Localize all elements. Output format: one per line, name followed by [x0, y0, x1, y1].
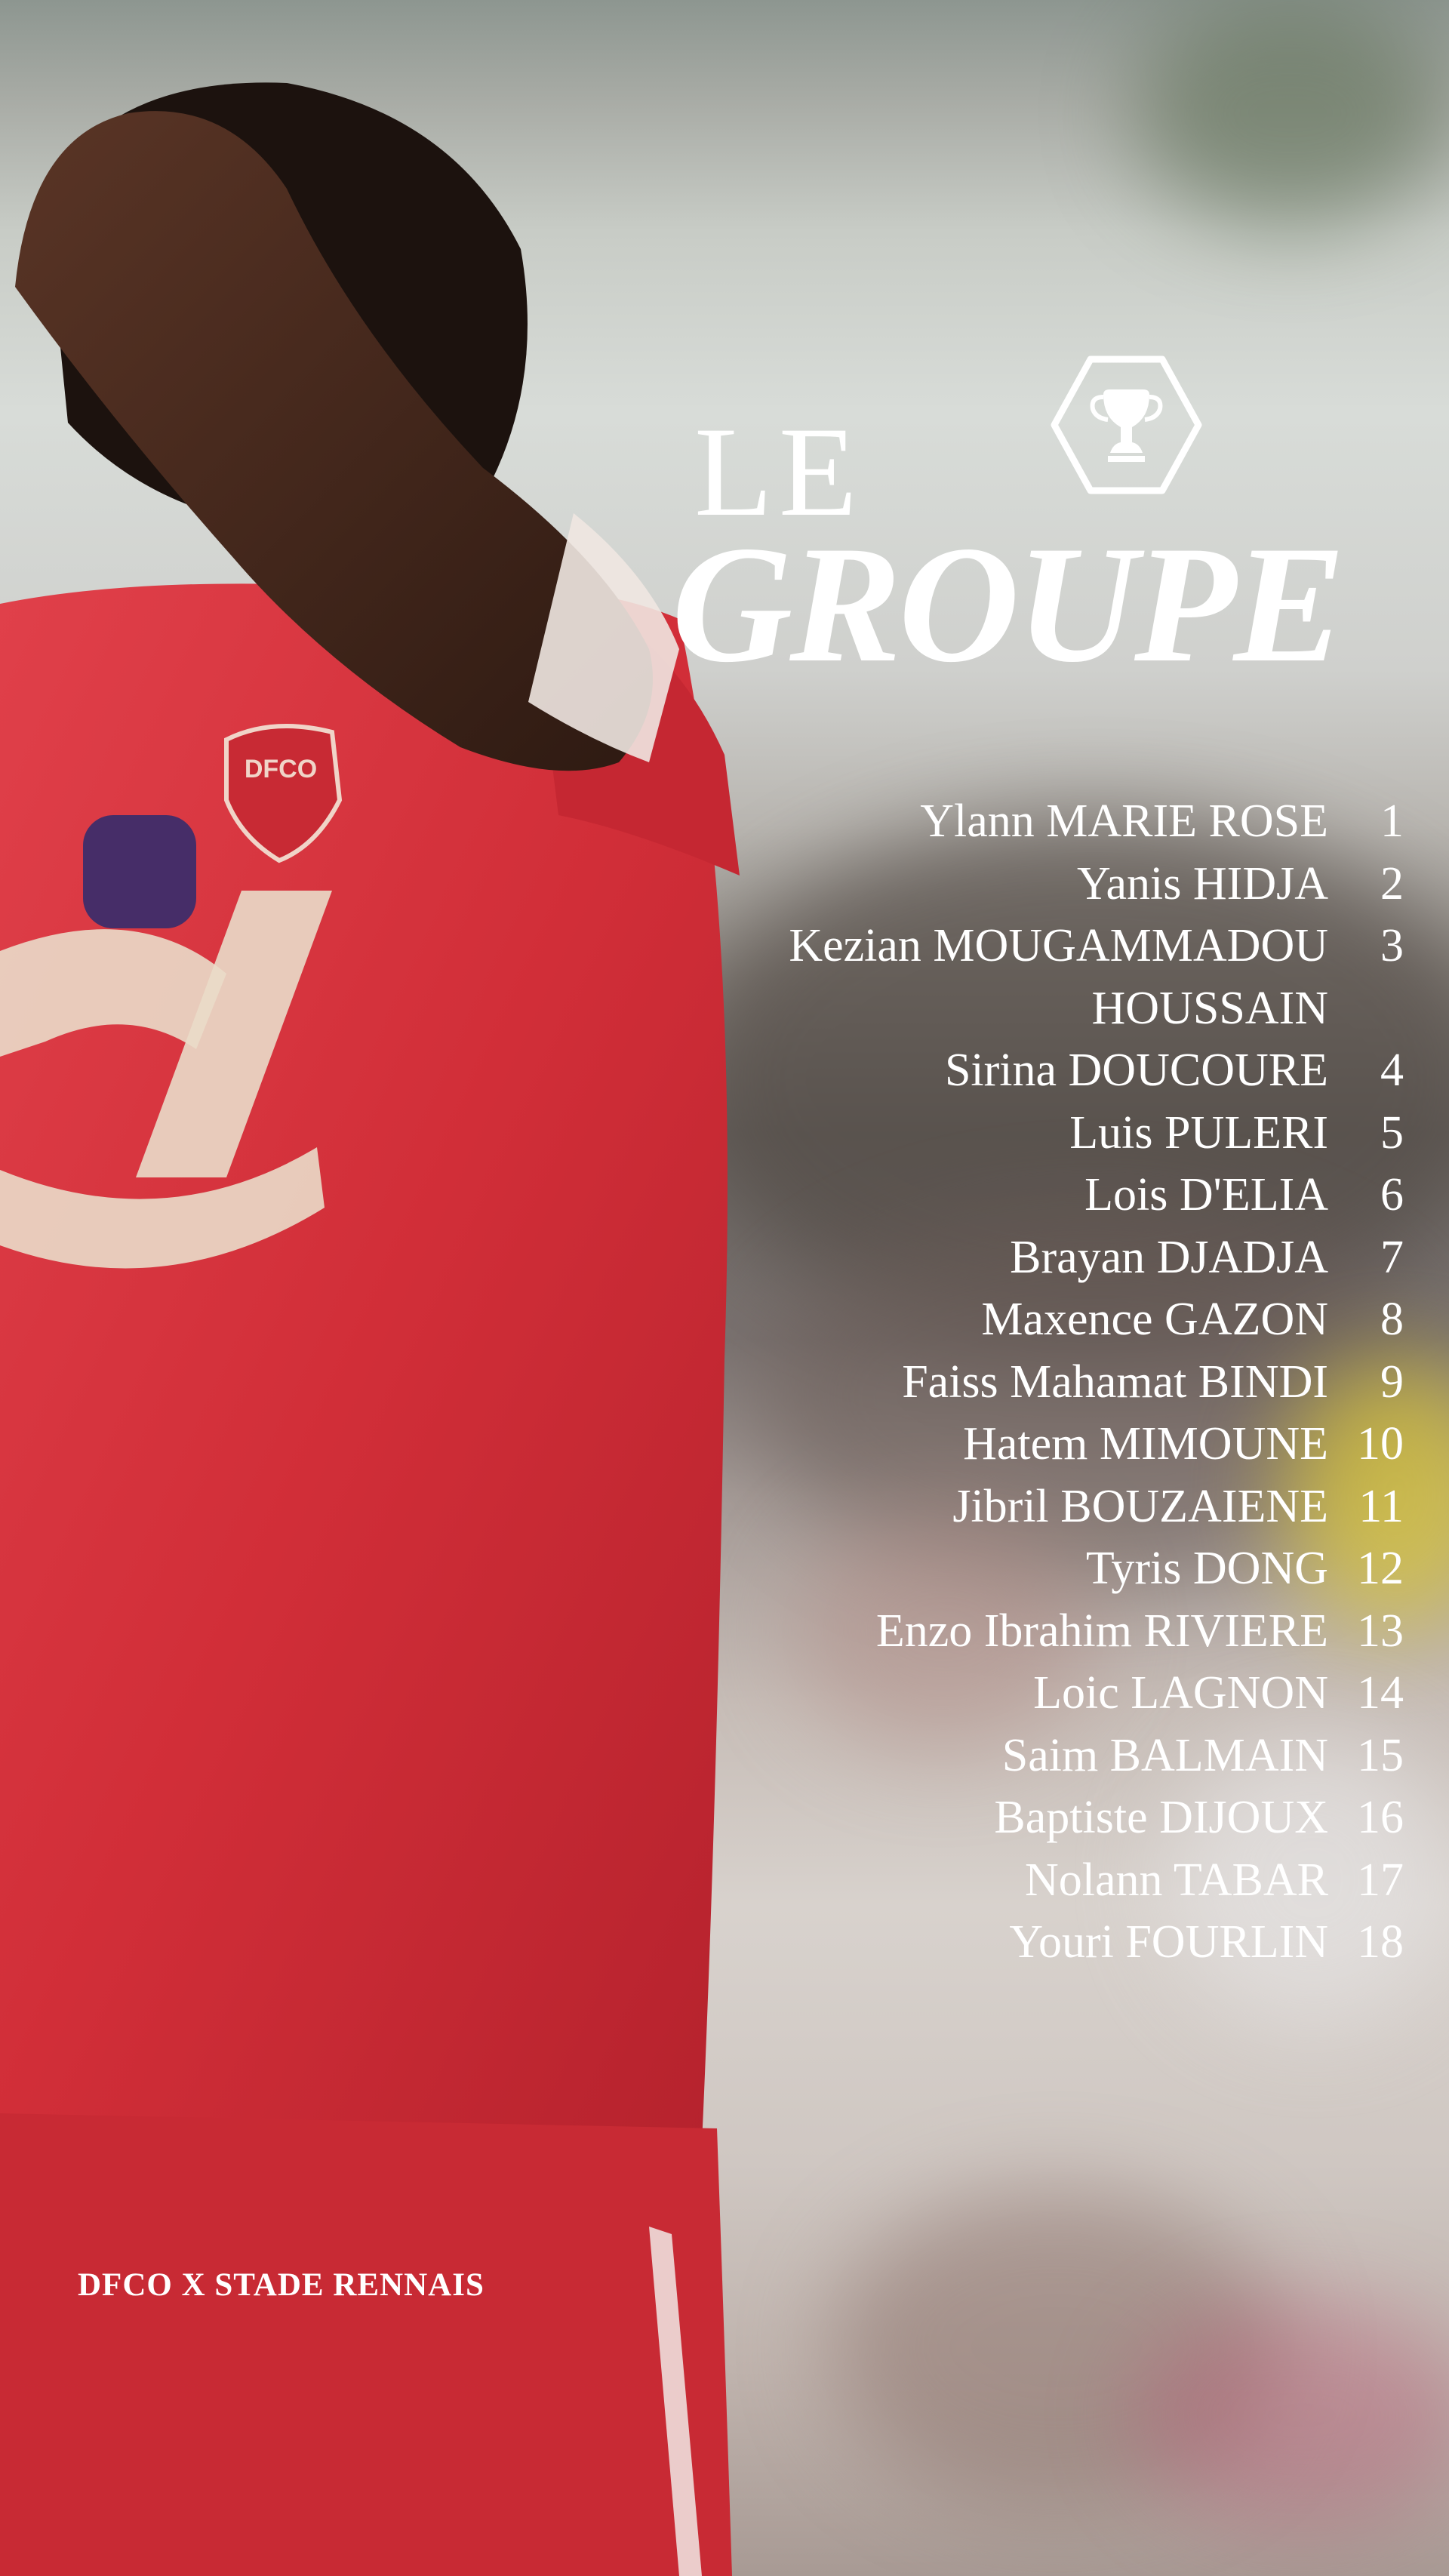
squad-list [679, 790, 1404, 1974]
player-number: 17 [1357, 1854, 1404, 1906]
player-number: 1 [1380, 796, 1404, 847]
player-number: 12 [1357, 1543, 1404, 1594]
player-name: Sirina DOUCOURE [944, 1045, 1328, 1096]
list-item [679, 853, 1404, 916]
player-number: 8 [1380, 1294, 1404, 1345]
list-item [679, 1164, 1404, 1226]
list-item [679, 790, 1404, 853]
list-item [679, 1413, 1404, 1476]
player-number: 18 [1357, 1916, 1404, 1968]
title-line-le: LE [694, 401, 863, 543]
player-number: 15 [1357, 1729, 1404, 1781]
player-name: Hatem MIMOUNE [963, 1418, 1328, 1470]
player-number: 7 [1380, 1231, 1404, 1283]
player-number: 14 [1357, 1667, 1404, 1719]
trophy-icon [1049, 353, 1204, 497]
player-name-line2: HOUSSAIN [1091, 982, 1328, 1034]
player-number: 3 [1380, 920, 1404, 971]
player-number: 13 [1357, 1605, 1404, 1657]
player-name: Saim BALMAIN [1001, 1729, 1328, 1781]
list-item [679, 1102, 1404, 1165]
list-item [679, 1537, 1404, 1600]
player-name: Maxence GAZON [981, 1294, 1328, 1345]
player-name: Yanis HIDJA [1076, 857, 1328, 909]
player-name: Baptiste DIJOUX [994, 1792, 1328, 1843]
match-label: DFCO X STADE RENNAIS [78, 2267, 485, 2303]
player-number: 11 [1358, 1480, 1404, 1532]
list-item [679, 1288, 1404, 1351]
player-number: 16 [1357, 1792, 1404, 1843]
list-item [679, 1849, 1404, 1912]
list-item [679, 915, 1404, 1039]
list-item [679, 1662, 1404, 1725]
list-item [679, 1787, 1404, 1849]
player-name: Loic LAGNON [1033, 1667, 1328, 1719]
player-number: 9 [1380, 1356, 1404, 1408]
player-name: Lois D'ELIA [1084, 1169, 1328, 1220]
player-name: Faiss Mahamat BINDI [902, 1356, 1328, 1408]
player-number: 10 [1357, 1418, 1404, 1470]
player-name: Nolann TABAR [1024, 1854, 1328, 1906]
player-name: Luis PULERI [1069, 1106, 1328, 1159]
list-item [679, 1911, 1404, 1974]
player-number: 4 [1380, 1045, 1404, 1096]
player-name: Brayan DJADJA [1010, 1231, 1328, 1283]
player-name: Enzo Ibrahim RIVIERE [875, 1605, 1328, 1657]
title-line-groupe: GROUPE [672, 512, 1343, 697]
list-item [679, 1351, 1404, 1414]
player-name-multiline [789, 915, 1328, 1039]
list-item [679, 1600, 1404, 1663]
player-name: Youri FOURLIN [1009, 1916, 1328, 1968]
player-number: 2 [1380, 857, 1404, 909]
player-name-line1: Kezian MOUGAMMADOU [789, 920, 1328, 971]
player-number: 6 [1380, 1169, 1404, 1220]
player-name: Jibril BOUZAIENE [952, 1480, 1328, 1532]
jersey-crest-text: DFCO [244, 755, 318, 783]
list-item [679, 1039, 1404, 1102]
list-item [679, 1725, 1404, 1787]
player-name: Tyris DONG [1085, 1543, 1328, 1594]
player-name: Ylann MARIE ROSE [920, 796, 1328, 847]
list-item [679, 1226, 1404, 1289]
list-item [679, 1476, 1404, 1538]
player-number: 5 [1380, 1106, 1404, 1159]
